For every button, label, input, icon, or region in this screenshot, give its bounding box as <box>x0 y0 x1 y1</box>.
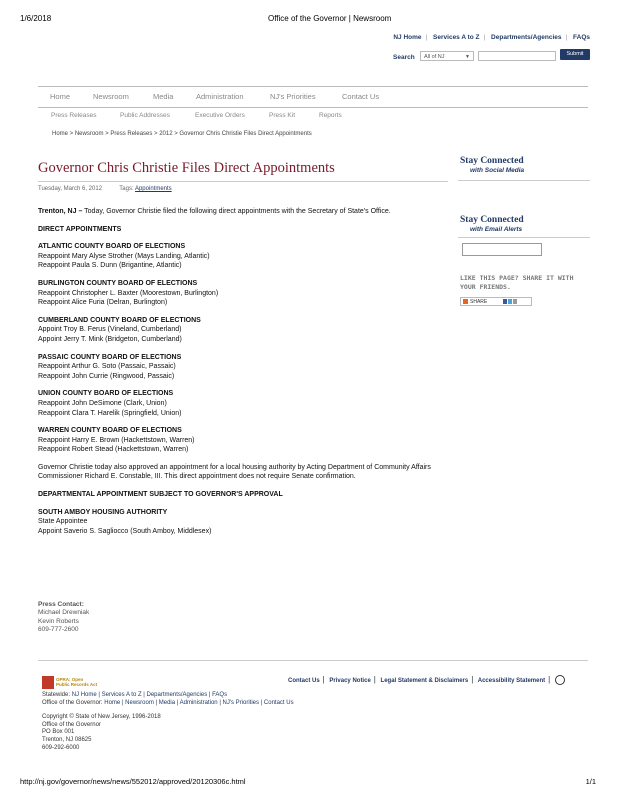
press-contact-phone: 609-777-2600 <box>38 626 79 634</box>
address-line: Trenton, NJ 08625 <box>42 736 92 743</box>
board-line: Appoint Troy B. Ferus (Vineland, Cumberland) <box>38 326 182 334</box>
statewide-links[interactable]: NJ Home | Services A to Z | Departments/Agencies | FAQs <box>71 692 228 698</box>
footer-link-contact[interactable]: Contact Us <box>288 678 320 684</box>
main-nav <box>38 86 588 108</box>
article-body <box>38 207 450 536</box>
dateline <box>38 186 172 192</box>
article-date: Tuesday, March 6, 2012 <box>38 186 103 192</box>
subnav-public-addresses[interactable]: Public Addresses <box>120 112 170 119</box>
board-heading: PASSAIC COUNTY BOARD OF ELECTIONS <box>38 353 182 361</box>
search-scope-value: All of NJ <box>424 54 445 60</box>
facebook-icon <box>503 299 507 304</box>
board-line: Reappoint Harry E. Brown (Hackettstown, Warren) <box>38 436 195 444</box>
subnav-reports[interactable]: Reports <box>319 112 342 119</box>
board-line: Reappoint Arthur G. Soto (Passaic, Passaic) <box>38 363 176 371</box>
address-phone: 609-292-6000 <box>42 744 80 751</box>
share-prompt: LIKE THIS PAGE? SHARE IT WITH YOUR FRIENDS. <box>460 274 574 291</box>
authority-line: State Appointee <box>38 518 88 526</box>
footer-text <box>42 692 294 752</box>
board-line: Reappoint Paula S. Dunn (Brigantine, Atlantic) <box>38 262 182 270</box>
press-contact-label: Press Contact: <box>38 601 84 608</box>
stay-connected-email-title: Stay Connected <box>460 215 524 225</box>
board-heading: CUMBERLAND COUNTY BOARD OF ELECTIONS <box>38 316 201 324</box>
search-input[interactable] <box>478 51 556 61</box>
search-scope-select[interactable] <box>420 51 474 61</box>
footer-links: Contact Us | Privacy Notice | Legal Statement & Disclaimers | Accessibility Statement | <box>288 675 565 685</box>
board-line: Appoint Jerry T. Mink (Bridgeton, Cumberland) <box>38 335 182 343</box>
nav-media[interactable]: Media <box>153 92 174 101</box>
lead-bold: Trenton, NJ – <box>38 208 83 215</box>
opra-subtitle: Public Records Act <box>56 682 98 687</box>
board-line: Reappoint John DeSimone (Clark, Union) <box>38 399 167 407</box>
tag-link[interactable]: Appointments <box>134 186 172 192</box>
print-page-number: 1/1 <box>585 777 596 786</box>
print-url: http://nj.gov/governor/news/news/552012/approved/20120306c.html <box>20 777 246 786</box>
tags-label: Tags: <box>119 186 134 192</box>
top-link-departments[interactable]: Departments/Agencies <box>491 34 562 41</box>
page-title: Governor Chris Christie Files Direct Appointments <box>38 160 335 176</box>
footer-link-privacy[interactable]: Privacy Notice <box>329 678 371 684</box>
board-line: Reappoint Christopher L. Baxter (Moorestown, Burlington) <box>38 289 219 297</box>
board-heading: WARREN COUNTY BOARD OF ELECTIONS <box>38 427 182 435</box>
paragraph: Governor Christie today also approved an appointment for a local housing authority by Acting Department of Community Affairs Commissioner Richard E. Constable, III. This direct appointment does not require Senate confirmation. <box>38 463 431 481</box>
copyright: Copyright © State of New Jersey, 1996-2018 <box>42 714 161 721</box>
social-media-link[interactable]: with Social Media <box>470 167 525 174</box>
lead-text: Today, Governor Christie filed the following direct appointments with the Secretary of State's Office. <box>82 208 391 215</box>
nav-priorities[interactable]: NJ's Priorities <box>270 92 316 101</box>
authority-heading: SOUTH AMBOY HOUSING AUTHORITY <box>38 508 168 516</box>
email-input[interactable] <box>462 243 542 256</box>
subnav-press-releases[interactable]: Press Releases <box>51 112 97 119</box>
accessibility-icon[interactable] <box>555 675 565 685</box>
office-links[interactable]: Home | Newsroom | Media | Administration | NJ's Priorities | Contact Us <box>104 699 294 706</box>
board-line: Reappoint Alice Furia (Delran, Burlington) <box>38 299 168 307</box>
press-contact-name: Kevin Roberts <box>38 617 79 625</box>
opra-badge-icon <box>42 676 54 689</box>
subnav-press-kit[interactable]: Press Kit <box>269 112 296 119</box>
footer-divider <box>38 660 588 661</box>
nav-administration[interactable]: Administration <box>196 92 244 101</box>
nav-home[interactable]: Home <box>50 92 71 101</box>
email-alerts-link[interactable]: with Email Alerts <box>470 226 523 233</box>
nav-newsroom[interactable]: Newsroom <box>93 92 129 101</box>
share-button[interactable] <box>460 297 532 306</box>
press-contact-name: Michael Drewniak <box>38 609 90 617</box>
top-link-faqs[interactable]: FAQs <box>573 34 590 41</box>
section-heading: DIRECT APPOINTMENTS <box>38 225 122 233</box>
board-heading: ATLANTIC COUNTY BOARD OF ELECTIONS <box>38 243 186 251</box>
address-line: Office of the Governor <box>42 721 101 728</box>
divider <box>458 237 590 238</box>
search-label: Search <box>393 54 415 61</box>
breadcrumb: Home > Newsroom > Press Releases > 2012 > Governor Chris Christie Files Direct Appointments <box>52 131 312 137</box>
stay-connected-social-title: Stay Connected <box>460 156 524 166</box>
board-line: Reappoint Robert Stead (Hackettstown, Warren) <box>38 446 189 454</box>
print-date: 1/6/2018 <box>20 14 52 23</box>
press-contact <box>38 601 89 635</box>
email-icon <box>513 299 517 304</box>
top-link-services[interactable]: Services A to Z <box>433 34 480 41</box>
subnav-executive-orders[interactable]: Executive Orders <box>195 112 245 119</box>
office-label: Office of the Governor: <box>42 699 103 706</box>
board-line: Reappoint Clara T. Harelik (Springfield, Union) <box>38 409 182 417</box>
opra-title: OPRA: Open <box>56 677 84 682</box>
top-link-nj-home[interactable]: NJ Home <box>393 34 422 41</box>
divider <box>38 181 448 182</box>
nav-contact[interactable]: Contact Us <box>342 92 380 101</box>
footer-link-accessibility[interactable]: Accessibility Statement <box>477 678 546 684</box>
section-heading: DEPARTMENTAL APPOINTMENT SUBJECT TO GOVERNOR'S APPROVAL <box>38 491 283 499</box>
footer-link-legal[interactable]: Legal Statement & Disclaimers <box>380 678 469 684</box>
board-line: Reappoint Mary Alyse Strother (Mays Landing, Atlantic) <box>38 252 210 260</box>
print-title: Office of the Governor | Newsroom <box>268 14 392 23</box>
board-line: Reappoint John Currie (Ringwood, Passaic) <box>38 372 175 380</box>
top-links: NJ Home | Services A to Z | Departments/Agencies | FAQs <box>393 34 590 41</box>
opra-logo[interactable] <box>42 676 102 690</box>
statewide-label: Statewide: <box>42 692 71 698</box>
divider <box>458 180 590 181</box>
share-icon <box>463 299 468 304</box>
authority-line: Appoint Saverio S. Sagliocco (South Amboy, Middlesex) <box>38 527 212 535</box>
share-label: SHARE <box>470 299 488 305</box>
twitter-icon <box>508 299 512 304</box>
chevron-down-icon: ▼ <box>465 54 470 60</box>
board-heading: UNION COUNTY BOARD OF ELECTIONS <box>38 390 174 398</box>
submit-button[interactable]: Submit <box>560 49 590 60</box>
address-line: PO Box 001 <box>42 729 75 736</box>
board-heading: BURLINGTON COUNTY BOARD OF ELECTIONS <box>38 279 198 287</box>
